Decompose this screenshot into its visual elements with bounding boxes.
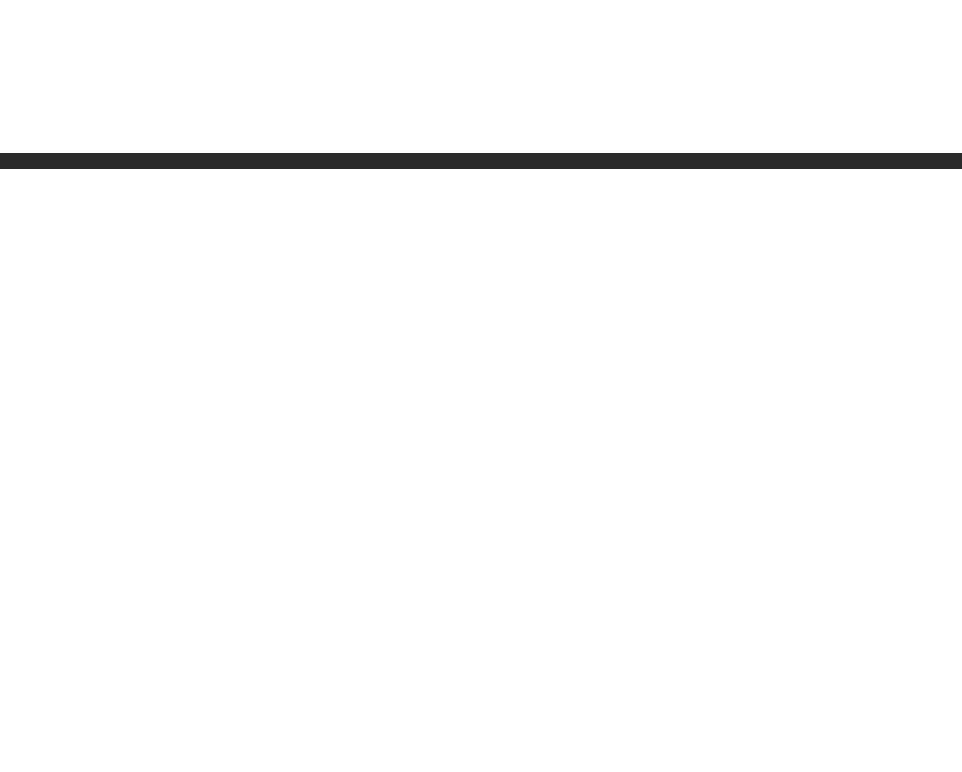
page-separator: [0, 153, 962, 169]
page-gap: [0, 169, 962, 181]
